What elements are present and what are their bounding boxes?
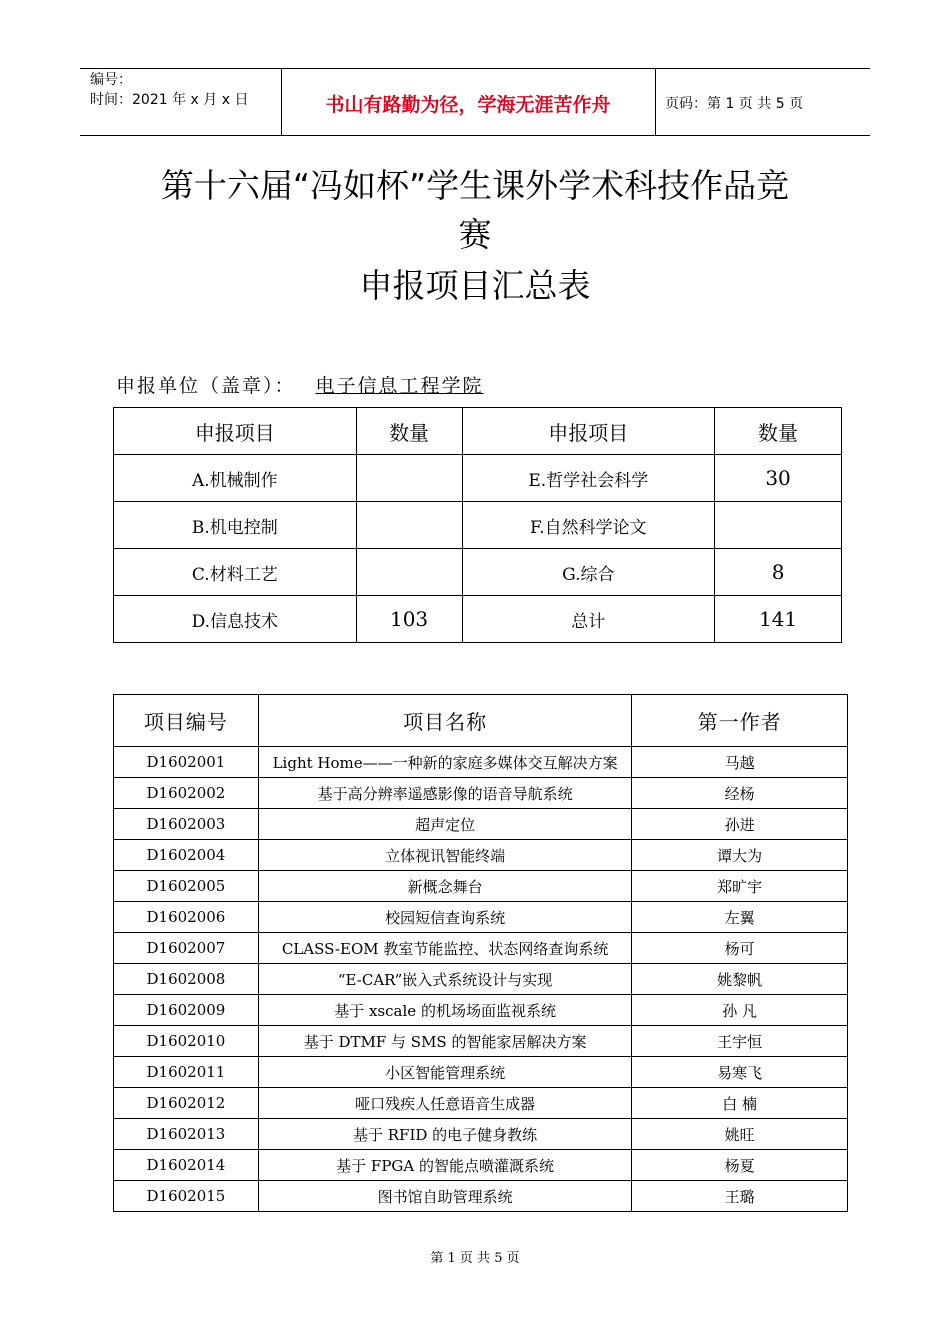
- project-author-cell: 白 楠: [632, 1088, 848, 1119]
- projects-header-row: [114, 695, 848, 747]
- project-id-cell: D1602014: [114, 1150, 259, 1181]
- page-footer: 第 1 页 共 5 页: [430, 1251, 520, 1266]
- project-id-cell: D1602010: [114, 1026, 259, 1057]
- projects-header-cell: 项目名称: [258, 695, 631, 747]
- project-name-cell: 基于高分辨率遥感影像的语音导航系统: [258, 778, 631, 809]
- project-name-cell: 哑口残疾人任意语音生成器: [258, 1088, 631, 1119]
- table-row: [114, 1088, 848, 1119]
- table-row: [114, 933, 848, 964]
- summary-header-cell: 数量: [715, 408, 842, 455]
- count-cell: [715, 502, 842, 549]
- summary-row: [114, 455, 842, 502]
- document-time: 时间：2021 年 x 月 x 日: [90, 92, 249, 108]
- category-cell: A.机械制作: [114, 455, 357, 502]
- project-id-cell: D1602007: [114, 933, 259, 964]
- table-row: [114, 1150, 848, 1181]
- applicant-unit-value: 电子信息工程学院: [315, 375, 484, 397]
- category-cell: 总计: [462, 596, 715, 643]
- project-name-cell: 基于 FPGA 的智能点喷灌溉系统: [258, 1150, 631, 1181]
- projects-header-cell: 第一作者: [632, 695, 848, 747]
- summary-header-cell: 申报项目: [462, 408, 715, 455]
- project-name-cell: 基于 RFID 的电子健身教练: [258, 1119, 631, 1150]
- header-divider: [655, 68, 656, 135]
- header-top-rule: [80, 68, 870, 69]
- project-author-cell: 经杨: [632, 778, 848, 809]
- table-row: [114, 902, 848, 933]
- count-cell: 30: [715, 455, 842, 502]
- project-author-cell: 马越: [632, 747, 848, 778]
- project-id-cell: D1602003: [114, 809, 259, 840]
- document-number-label: 编号：: [90, 72, 132, 88]
- projects-table: [113, 694, 848, 1212]
- category-cell: G.综合: [462, 549, 715, 596]
- project-id-cell: D1602005: [114, 871, 259, 902]
- category-cell: F.自然科学论文: [462, 502, 715, 549]
- summary-table: [113, 407, 842, 643]
- project-id-cell: D1602012: [114, 1088, 259, 1119]
- table-row: [114, 871, 848, 902]
- project-id-cell: D1602011: [114, 1057, 259, 1088]
- project-author-cell: 孙进: [632, 809, 848, 840]
- project-author-cell: 谭大为: [632, 840, 848, 871]
- project-author-cell: 姚黎帆: [632, 964, 848, 995]
- page-title-line1: 第十六届“冯如杯”学生课外学术科技作品竞: [160, 166, 790, 205]
- count-cell: 103: [356, 596, 462, 643]
- project-author-cell: 王璐: [632, 1181, 848, 1212]
- project-id-cell: D1602001: [114, 747, 259, 778]
- project-author-cell: 左翼: [632, 902, 848, 933]
- project-id-cell: D1602002: [114, 778, 259, 809]
- count-cell: [356, 549, 462, 596]
- category-cell: B.机电控制: [114, 502, 357, 549]
- category-cell: C.材料工艺: [114, 549, 357, 596]
- project-author-cell: 杨可: [632, 933, 848, 964]
- summary-header-cell: 申报项目: [114, 408, 357, 455]
- projects-header-cell: 项目编号: [114, 695, 259, 747]
- project-author-cell: 孙 凡: [632, 995, 848, 1026]
- summary-header-row: [114, 408, 842, 455]
- summary-row: [114, 596, 842, 643]
- table-row: [114, 1119, 848, 1150]
- project-name-cell: 校园短信查询系统: [258, 902, 631, 933]
- project-name-cell: 图书馆自助管理系统: [258, 1181, 631, 1212]
- page-title-line3: 申报项目汇总表: [359, 266, 591, 305]
- table-row: [114, 1026, 848, 1057]
- count-cell: 8: [715, 549, 842, 596]
- table-row: [114, 1057, 848, 1088]
- project-name-cell: “E-CAR”嵌入式系统设计与实现: [258, 964, 631, 995]
- count-cell: [356, 502, 462, 549]
- page-info: 页码：第 1 页 共 5 页: [665, 96, 804, 112]
- table-row: [114, 747, 848, 778]
- count-cell: [356, 455, 462, 502]
- project-name-cell: 立体视讯智能终端: [258, 840, 631, 871]
- category-cell: D.信息技术: [114, 596, 357, 643]
- project-id-cell: D1602013: [114, 1119, 259, 1150]
- project-name-cell: Light Home——一种新的家庭多媒体交互解决方案: [258, 747, 631, 778]
- motto: 书山有路勤为径，学海无涯苦作舟: [325, 94, 611, 116]
- table-row: [114, 995, 848, 1026]
- project-author-cell: 王宇恒: [632, 1026, 848, 1057]
- applicant-unit-label: 申报单位（盖章）：: [116, 375, 296, 397]
- project-author-cell: 郑旷宇: [632, 871, 848, 902]
- project-author-cell: 杨夏: [632, 1150, 848, 1181]
- project-id-cell: D1602008: [114, 964, 259, 995]
- project-id-cell: D1602004: [114, 840, 259, 871]
- table-row: [114, 964, 848, 995]
- category-cell: E.哲学社会科学: [462, 455, 715, 502]
- project-author-cell: 姚旺: [632, 1119, 848, 1150]
- summary-row: [114, 502, 842, 549]
- table-row: [114, 1181, 848, 1212]
- table-row: [114, 809, 848, 840]
- project-id-cell: D1602009: [114, 995, 259, 1026]
- summary-header-cell: 数量: [356, 408, 462, 455]
- project-name-cell: 超声定位: [258, 809, 631, 840]
- project-name-cell: 小区智能管理系统: [258, 1057, 631, 1088]
- project-author-cell: 易寒飞: [632, 1057, 848, 1088]
- project-id-cell: D1602006: [114, 902, 259, 933]
- project-name-cell: CLASS-EOM 教室节能监控、状态网络查询系统: [258, 933, 631, 964]
- project-id-cell: D1602015: [114, 1181, 259, 1212]
- summary-row: [114, 549, 842, 596]
- page-title-line2: 赛: [458, 215, 492, 254]
- applicant-unit: [116, 371, 504, 398]
- table-row: [114, 840, 848, 871]
- count-cell: 141: [715, 596, 842, 643]
- project-name-cell: 基于 DTMF 与 SMS 的智能家居解决方案: [258, 1026, 631, 1057]
- header-bottom-rule: [80, 135, 870, 136]
- project-name-cell: 基于 xscale 的机场场面监视系统: [258, 995, 631, 1026]
- project-name-cell: 新概念舞台: [258, 871, 631, 902]
- table-row: [114, 778, 848, 809]
